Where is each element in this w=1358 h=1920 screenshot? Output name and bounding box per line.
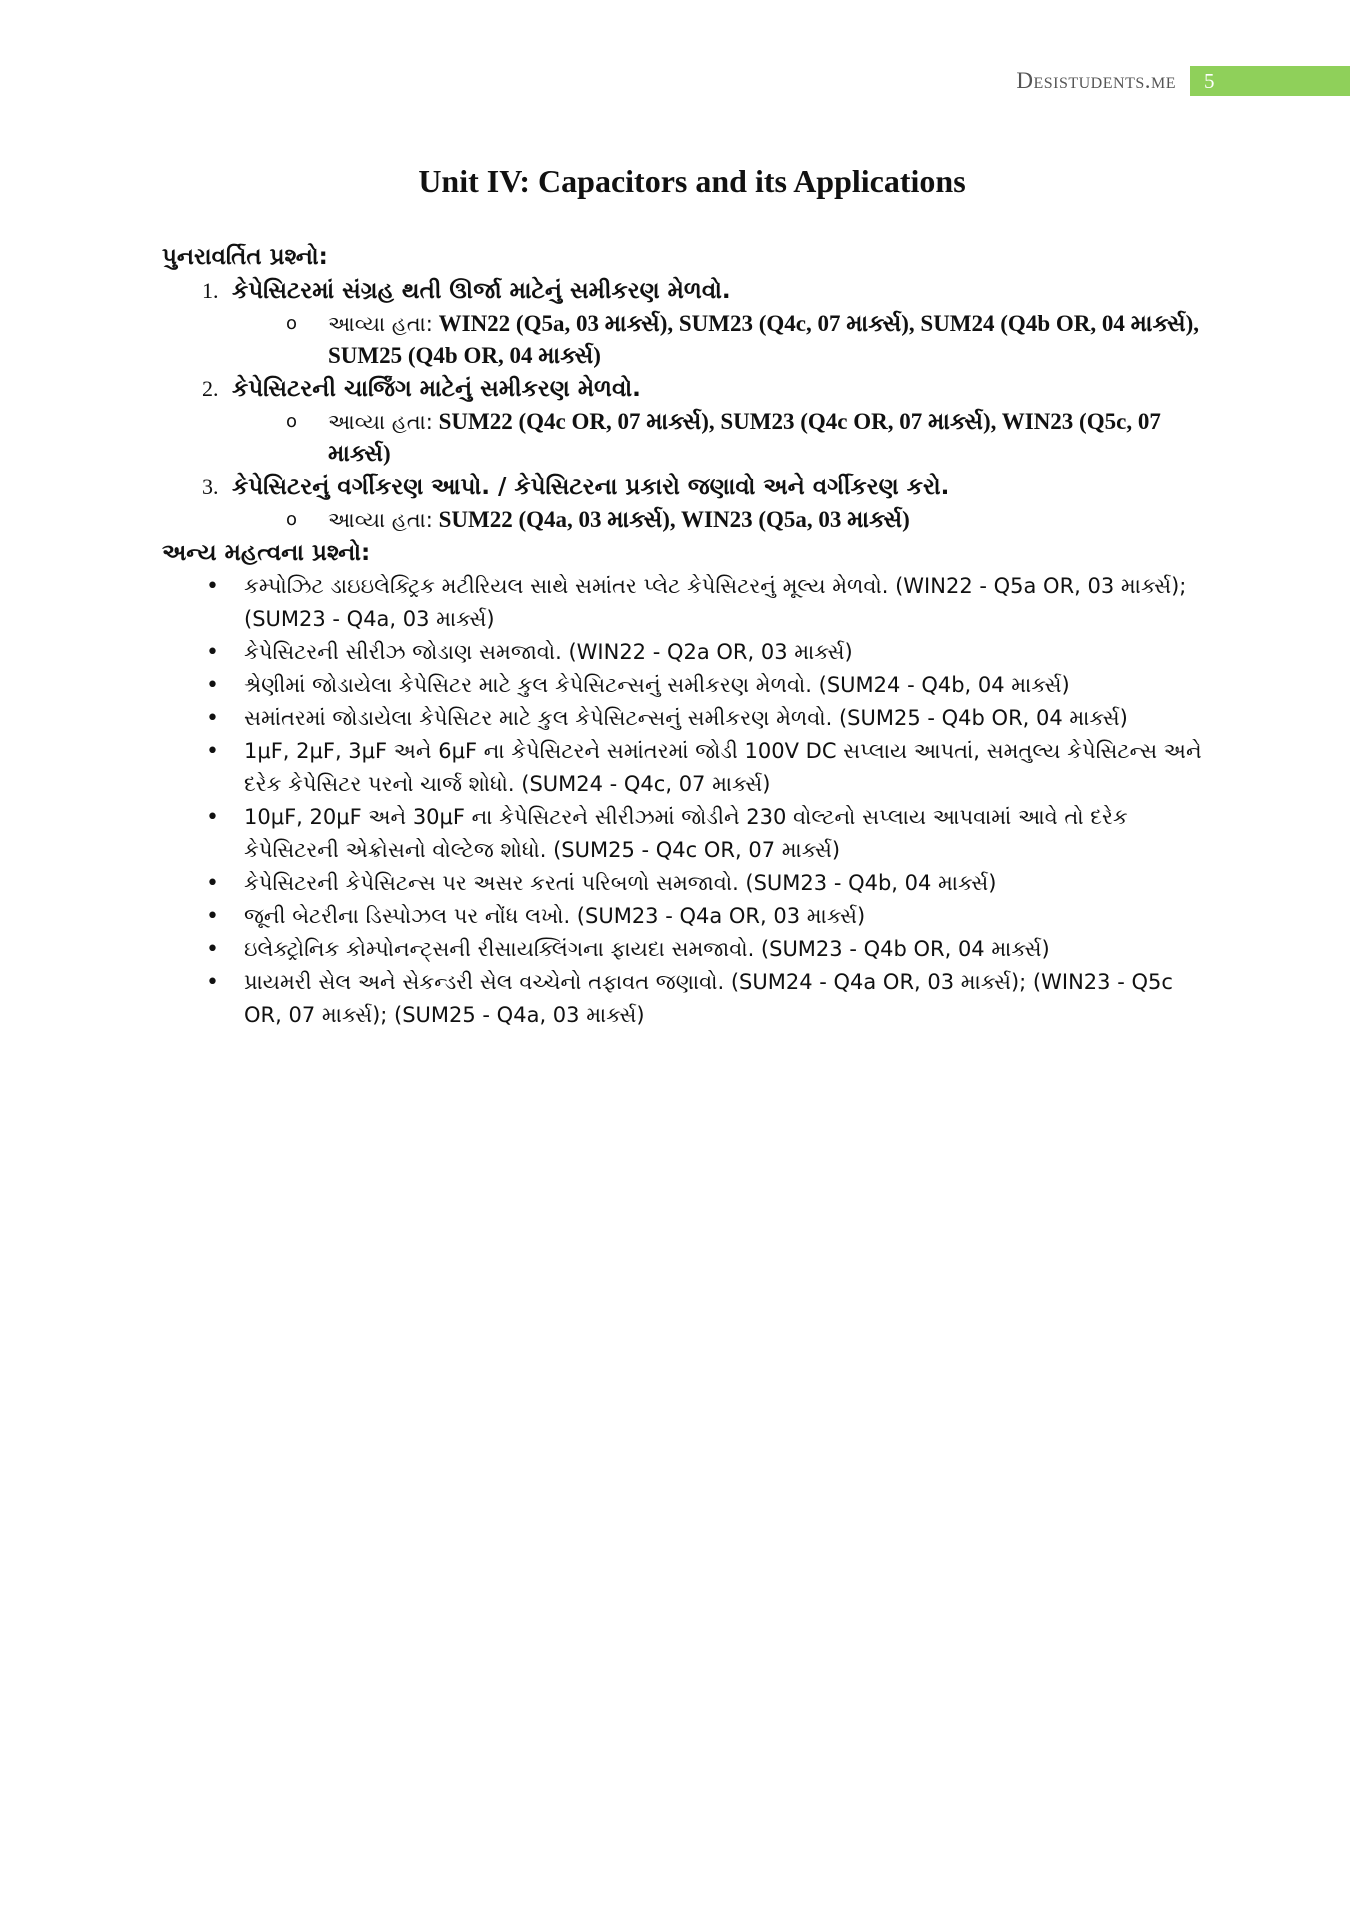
question-text: કેપેસિટરમાં સંગ્રહ થતી ઊર્જા માટેનું સમીકરણ મેળવો. (232, 278, 731, 304)
document-body (162, 163, 1202, 1032)
question-text: 1μF, 2μF, 3μF અને 6μF ના કેપેસિટરને સમાંતરમાં જોડી 100V DC સપ્લાય આપતાં, સમતુલ્ય કેપેસિટન્સ અને દરેક કેપેસિટર પરનો ચાર્જ શોધો. (SUM24 - Q4c, 07 માર્ક્સ) (244, 739, 1202, 796)
bullet-icon: • (206, 673, 219, 698)
page-number: 5 (1190, 66, 1350, 96)
list-item (162, 735, 1202, 801)
other-questions-heading: અન્ય મહત્વના પ્રશ્નો: (162, 540, 371, 566)
list-item (162, 570, 1202, 636)
bullet-icon: • (206, 970, 219, 995)
question-text: કેપેસિટરની કેપેસિટન્સ પર અસર કરતાં પરિબળો સમજાવો. (SUM23 - Q4b, 04 માર્ક્સ) (244, 871, 997, 895)
question-text: કેપેસિટરની ચાર્જિંગ માટેનું સમીકરણ મેળવો. (232, 376, 641, 402)
question-number: 3. (202, 474, 219, 499)
asked-in (232, 504, 1202, 536)
list-item (162, 867, 1202, 900)
list-item (162, 669, 1202, 702)
list-item (162, 470, 1202, 536)
repeated-questions-heading: પુનરાવર્તિત પ્રશ્નો: (162, 244, 328, 270)
bullet-icon: • (206, 574, 219, 599)
question-text: સમાંતરમાં જોડાયેલા કેપેસિટર માટે કુલ કેપેસિટન્સનું સમીકરણ મેળવો. (SUM25 - Q4b OR, 04 માર્ક્સ) (244, 706, 1128, 730)
question-text: 10μF, 20μF અને 30μF ના કેપેસિટરને સીરીઝમાં જોડીને 230 વોલ્ટનો સપ્લાય આપવામાં આવે તો દરેક કેપેસિટરની એક્રોસનો વોલ્ટેજ શોધો. (SUM25 - Q4c OR, 07 માર્ક્સ) (244, 805, 1128, 862)
question-text: શ્રેણીમાં જોડાયેલા કેપેસિટર માટે કુલ કેપેસિટન્સનું સમીકરણ મેળવો. (SUM24 - Q4b, 04 માર્ક્સ) (244, 673, 1070, 697)
circle-bullet-icon: o (286, 313, 298, 334)
asked-refs: SUM22 (Q4c OR, 07 માર્ક્સ), SUM23 (Q4c OR, 07 માર્ક્સ), WIN23 (Q5c, 07 માર્ક્સ) (328, 409, 1161, 466)
asked-label: આવ્યા હતા: (328, 312, 433, 336)
asked-label: આવ્યા હતા: (328, 410, 433, 434)
bullet-icon: • (206, 937, 219, 962)
asked-label: આવ્યા હતા: (328, 508, 433, 532)
repeated-questions-list (162, 274, 1202, 536)
page-header (1016, 66, 1350, 96)
list-item (162, 966, 1202, 1032)
list-item (162, 372, 1202, 470)
bullet-icon: • (206, 640, 219, 665)
question-text: કમ્પોઝિટ ડાઇઇલેક્ટ્રિક મટીરિયલ સાથે સમાંતર પ્લેટ કેપેસિટરનું મૂલ્ય મેળવો. (WIN22 - Q5a OR, 03 માર્ક્સ); (SUM23 - Q4a, 03 માર્ક્સ) (244, 574, 1187, 631)
question-number: 2. (202, 376, 219, 401)
bullet-icon: • (206, 871, 219, 896)
bullet-icon: • (206, 904, 219, 929)
question-text: કેપેસિટરનું વર્ગીકરણ આપો. / કેપેસિટરના પ્રકારો જણાવો અને વર્ગીકરણ કરો. (232, 474, 950, 500)
bullet-icon: • (206, 706, 219, 731)
bullet-icon: • (206, 739, 219, 764)
list-item (162, 636, 1202, 669)
question-text: જૂની બેટરીના ડિસ્પોઝલ પર નોંધ લખો. (SUM23 - Q4a OR, 03 માર્ક્સ) (244, 904, 866, 928)
question-text: ઇલેક્ટ્રોનિક કોમ્પોનન્ટ્સની રીસાયક્લિંગના ફાયદા સમજાવો. (SUM23 - Q4b OR, 04 માર્ક્સ) (244, 937, 1050, 961)
asked-refs: WIN22 (Q5a, 03 માર્ક્સ), SUM23 (Q4c, 07 માર્ક્સ), SUM24 (Q4b OR, 04 માર્ક્સ), SUM25 (Q4b OR, 04 માર્ક્સ) (328, 311, 1200, 368)
circle-bullet-icon: o (286, 411, 298, 432)
question-text: કેપેસિટરની સીરીઝ જોડાણ સમજાવો. (WIN22 - Q2a OR, 03 માર્ક્સ) (244, 640, 853, 664)
list-item (162, 702, 1202, 735)
question-text: પ્રાયમરી સેલ અને સેકન્ડરી સેલ વચ્ચેનો તફાવત જણાવો. (SUM24 - Q4a OR, 03 માર્ક્સ); (WIN23 - Q5c OR, 07 માર્ક્સ); (SUM25 - Q4a, 03 માર્ક્સ) (244, 970, 1173, 1027)
circle-bullet-icon: o (286, 509, 298, 530)
bullet-icon: • (206, 805, 219, 830)
asked-in (232, 406, 1202, 470)
other-questions-list (162, 570, 1202, 1032)
site-name: Desistudents.me (1016, 68, 1176, 93)
list-item (162, 900, 1202, 933)
question-number: 1. (202, 278, 219, 303)
list-item (162, 933, 1202, 966)
list-item (162, 801, 1202, 867)
list-item (162, 274, 1202, 372)
asked-in (232, 308, 1202, 372)
page-title: Unit IV: Capacitors and its Applications (418, 163, 966, 199)
asked-refs: SUM22 (Q4a, 03 માર્ક્સ), WIN23 (Q5a, 03 માર્ક્સ) (438, 507, 910, 532)
